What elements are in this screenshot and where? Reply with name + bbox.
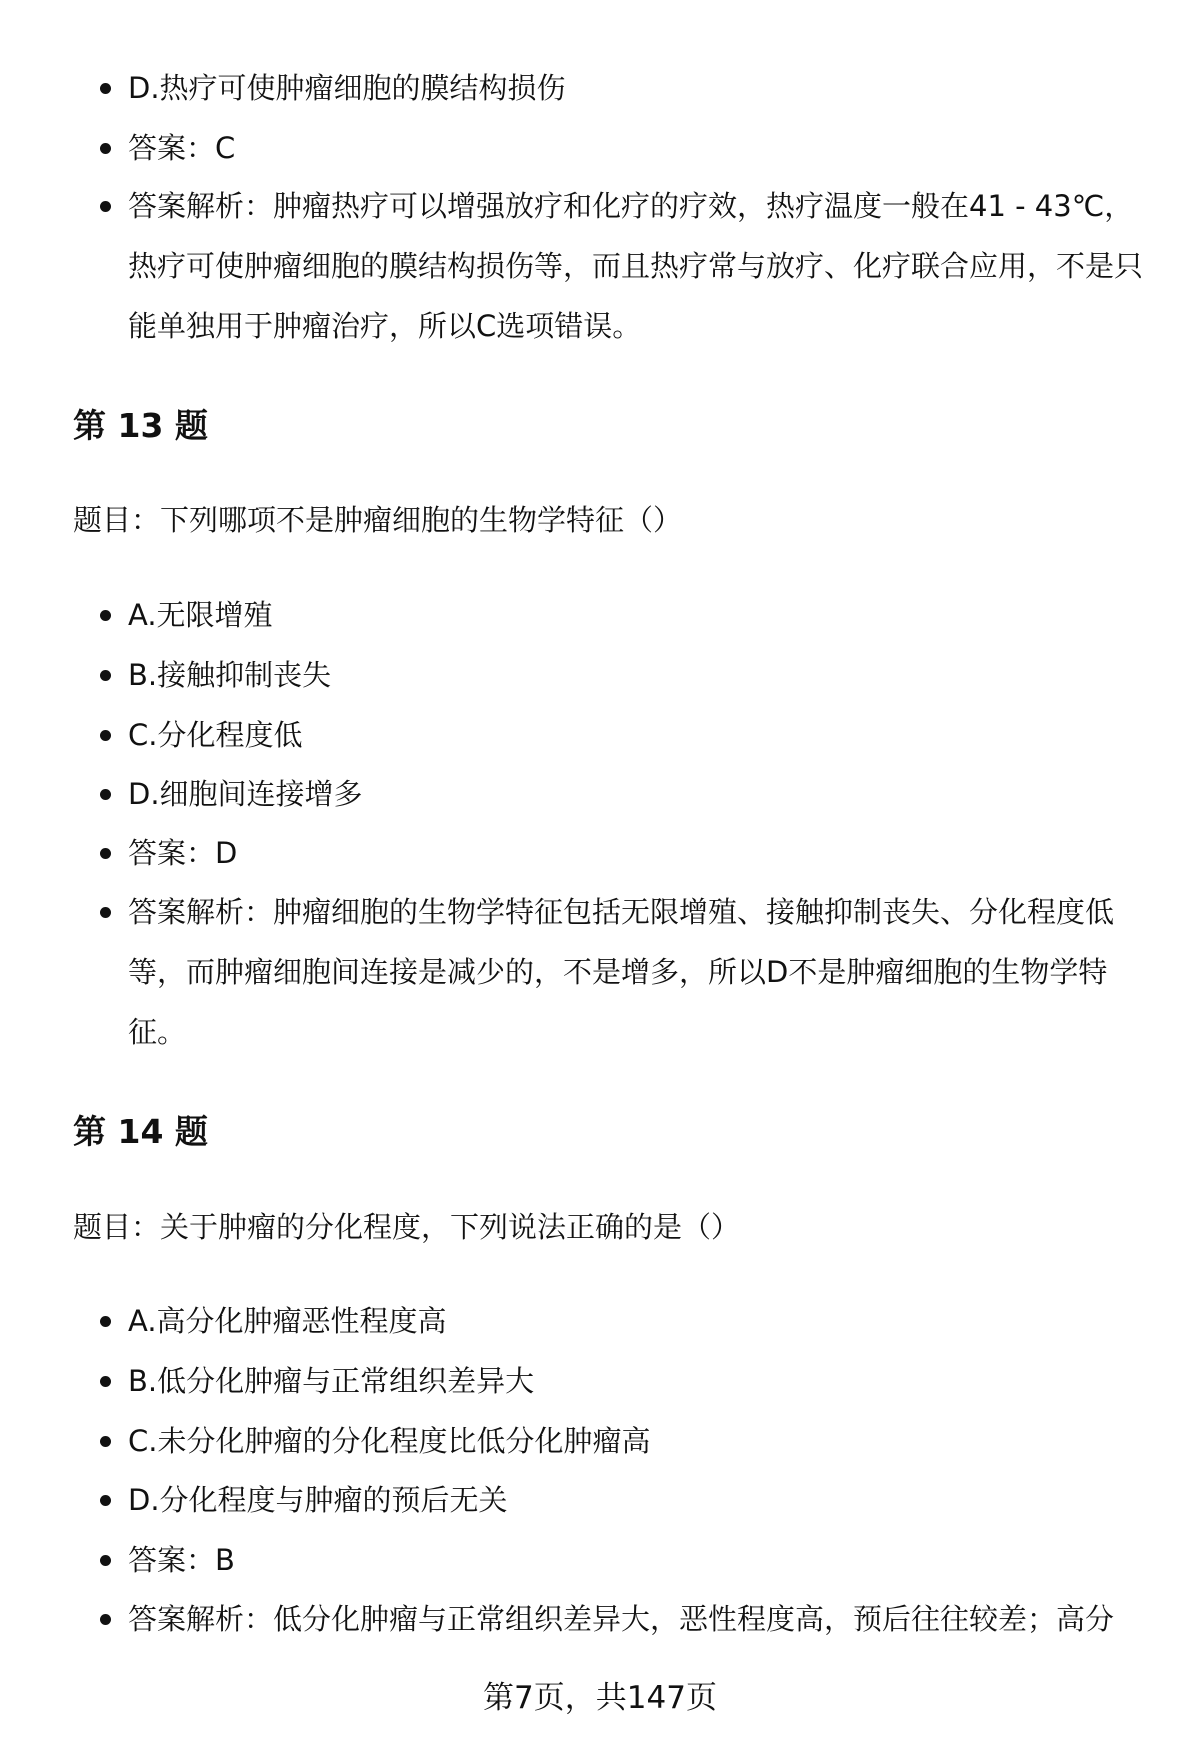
answer: 答案：C xyxy=(128,118,1148,178)
answer-explanation: 答案解析：肿瘤热疗可以增强放疗和化疗的疗效，热疗温度一般在41 - 43℃，热疗可使肿瘤细胞的膜结构损伤等，而且热疗常与放疗、化疗联合应用，不是只能单独用于肿瘤治疗，所以C选项错误。 xyxy=(128,176,1148,356)
option-c: C.未分化肿瘤的分化程度比低分化肿瘤高 xyxy=(128,1411,1148,1471)
option-c: C.分化程度低 xyxy=(128,705,1148,765)
question-14-heading: 第 14 题 xyxy=(73,1112,208,1151)
answer: 答案：B xyxy=(128,1530,1148,1590)
option-a: A.高分化肿瘤恶性程度高 xyxy=(128,1291,1148,1351)
answer-explanation: 答案解析：肿瘤细胞的生物学特征包括无限增殖、接触抑制丧失、分化程度低等，而肿瘤细胞间连接是减少的，不是增多，所以D不是肿瘤细胞的生物学特征。 xyxy=(128,882,1148,1062)
option-b: B.接触抑制丧失 xyxy=(128,645,1148,705)
question-14-stem: 题目：关于肿瘤的分化程度，下列说法正确的是（） xyxy=(73,1210,741,1244)
answer: 答案：D xyxy=(128,823,1148,883)
page-number: 第7页，共147页 xyxy=(483,1680,717,1716)
option-a: A.无限增殖 xyxy=(128,585,1148,645)
option-d: D.分化程度与肿瘤的预后无关 xyxy=(128,1470,1148,1530)
option-d: D.细胞间连接增多 xyxy=(128,764,1148,824)
question-13-heading: 第 13 题 xyxy=(73,406,208,445)
option-b: B.低分化肿瘤与正常组织差异大 xyxy=(128,1351,1148,1411)
answer-explanation: 答案解析：低分化肿瘤与正常组织差异大，恶性程度高，预后往往较差；高分 xyxy=(128,1589,1148,1649)
option-d: D.热疗可使肿瘤细胞的膜结构损伤 xyxy=(128,58,1148,118)
question-13-stem: 题目：下列哪项不是肿瘤细胞的生物学特征（） xyxy=(73,503,683,537)
